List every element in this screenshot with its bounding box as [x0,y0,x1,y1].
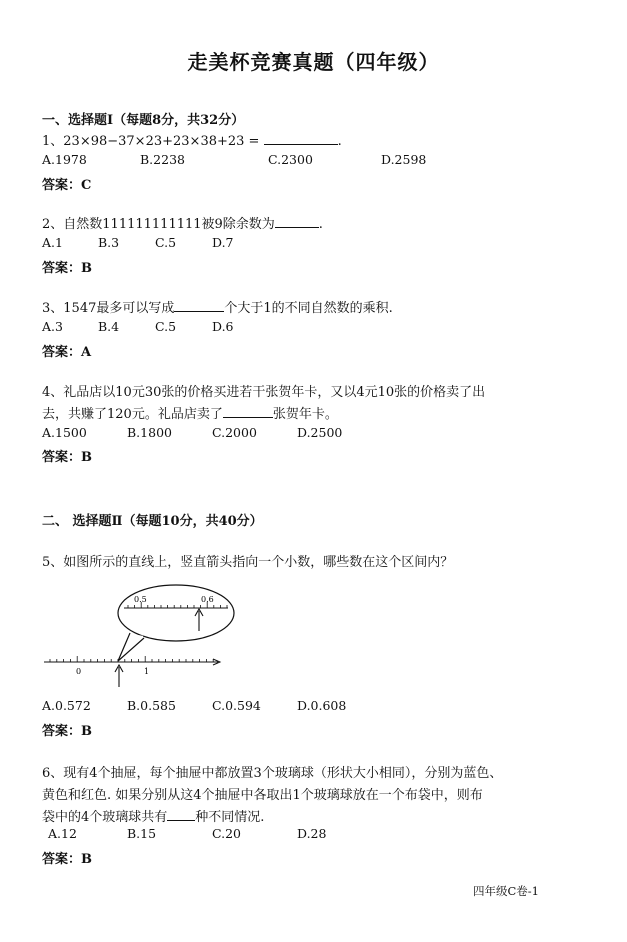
zoom-label-right: 0.6 [201,595,214,604]
question-4-text: 去，共赚了120元。礼品店卖了 [42,407,223,422]
option-b: B.2238 [140,152,185,167]
question-6-text: 袋中的4个玻璃球共有 [42,810,168,825]
answer-blank [264,132,338,145]
answer-blank [275,215,319,228]
option-c: C.5 [155,235,177,250]
option-b: B.0.585 [127,698,176,713]
zoom-label-left: 0.5 [134,595,147,604]
option-a: A.3 [42,319,63,334]
option-b: B.15 [127,826,157,841]
question-2-text: 2、自然数111111111111被9除余数为 [42,217,275,232]
option-a: A.1978 [42,152,87,167]
zoom-bubble [118,585,234,641]
option-c: C.2300 [268,152,313,167]
option-b: B.1800 [127,425,172,440]
option-c: C.5 [155,319,177,334]
answer-blank [223,405,273,418]
answer-blank [174,299,224,312]
option-d: D.7 [212,235,234,250]
question-4-line-1: 4、礼品店以10元30张的价格买进若干张贺年卡，又以4元10张的价格卖了出 [42,385,486,400]
answer-5: 答案：B [42,724,92,739]
option-d: D.0.608 [297,698,347,713]
question-5: 5、如图所示的直线上，竖直箭头指向一个小数，哪些数在这个区间内？ [42,555,454,570]
option-c: C.20 [212,826,241,841]
option-d: D.6 [212,319,234,334]
question-3-suffix: 个大于1的不同自然数的乘积. [224,301,393,316]
option-b: B.3 [98,235,120,250]
section-heading-2: 二、 选择题Ⅱ（每题10分，共40分） [42,514,263,529]
question-6-line-2: 黄色和红色. 如果分别从这4个抽屉中各取出1个玻璃球放在一个布袋中，则布 [42,788,483,803]
question-1 [42,130,342,149]
option-d: D.28 [297,826,327,841]
question-4-suffix: 张贺年卡。 [272,407,338,422]
answer-6: 答案：B [42,852,92,867]
question-6-line-1: 6、现有4个抽屉，每个抽屉中都放置3个玻璃球（形状大小相同），分别为蓝色、 [42,766,503,781]
axis-label-1: 1 [144,667,150,676]
question-3 [42,297,393,316]
answer-3: 答案：A [42,345,92,360]
question-1-suffix: . [337,134,342,149]
question-1-text: 1、23×98−37×23+23×38+23 = [42,134,260,149]
option-c: C.2000 [212,425,257,440]
answer-blank [167,808,195,821]
question-4-line-2 [42,403,338,422]
page-title: 走美杯竞赛真题（四年级） [187,50,440,74]
section-heading-1: 一、选择题Ⅰ（每题8分，共32分） [42,113,245,128]
option-b: B.4 [98,319,120,334]
option-c: C.0.594 [212,698,261,713]
number-line-figure [40,583,290,691]
answer-1: 答案：C [42,178,92,193]
option-d: D.2598 [381,152,427,167]
question-2 [42,213,323,232]
question-2-suffix: . [318,217,323,232]
question-3-text: 3、1547最多可以写成 [42,301,175,316]
page-footer: 四年级C卷-1 [473,884,540,898]
option-a: A.1500 [42,425,87,440]
option-d: D.2500 [297,425,343,440]
option-a: A.12 [48,826,77,841]
option-a: A.1 [42,235,63,250]
answer-2: 答案：B [42,261,92,276]
answer-4: 答案：B [42,450,92,465]
option-a: A.0.572 [42,698,91,713]
axis-label-0: 0 [76,667,82,676]
question-6-suffix: 种不同情况. [195,810,265,825]
question-6-line-3 [42,806,264,825]
